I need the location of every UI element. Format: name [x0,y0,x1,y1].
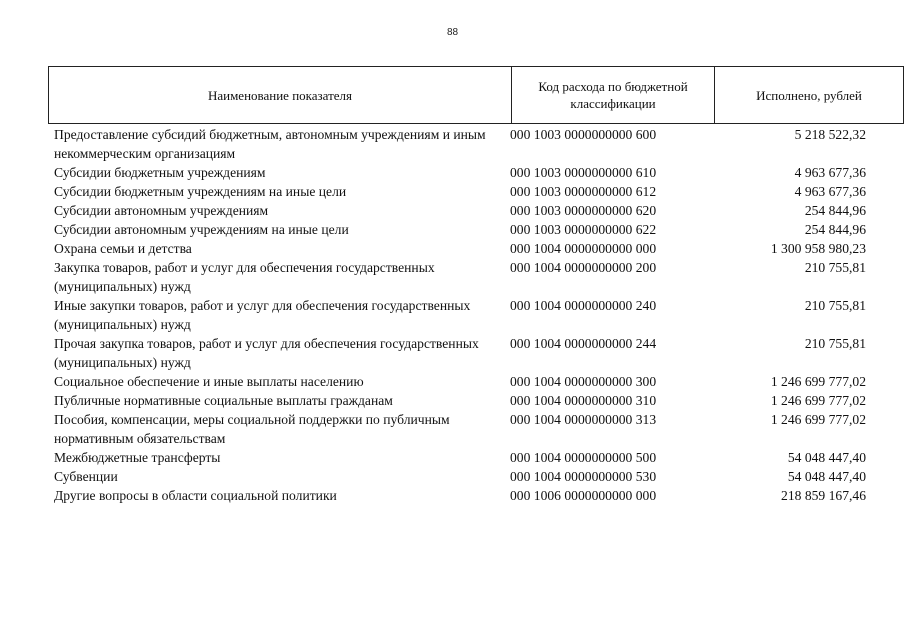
row-name: Прочая закупка товаров, работ и услуг для обеспечения государственных (муниципальных) нужд [54,336,479,370]
row-amount: 54 048 447,40 [787,469,866,484]
row-name: Субсидии бюджетным учреждениям на иные цели [54,184,347,199]
table-row [54,467,866,486]
table-row [54,125,866,163]
row-amount: 254 844,96 [804,222,866,237]
row-amount: 1 246 699 777,02 [770,412,866,427]
row-amount: 1 246 699 777,02 [770,374,866,389]
header-amount-cell: Исполнено, рублей [715,67,904,124]
row-amount: 254 844,96 [804,203,866,218]
row-code: 000 1003 0000000000 612 [510,184,657,199]
table-row [54,220,866,239]
table-row [54,391,866,410]
row-name: Субсидии автономным учреждениям [54,203,269,218]
row-code: 000 1003 0000000000 600 [510,127,657,142]
row-amount: 1 300 958 980,23 [770,241,866,256]
table-row [54,182,866,201]
row-name: Субсидии бюджетным учреждениям [54,165,266,180]
table-row [54,410,866,448]
row-name: Пособия, компенсации, меры социальной поддержки по публичным нормативным обязательствам [54,412,450,446]
row-name: Закупка товаров, работ и услуг для обеспечения государственных (муниципальных) нужд [54,260,435,294]
row-code: 000 1004 0000000000 313 [510,412,657,427]
row-amount: 4 963 677,36 [794,184,866,199]
row-amount: 210 755,81 [804,336,866,351]
row-code: 000 1004 0000000000 300 [510,374,657,389]
row-code: 000 1004 0000000000 500 [510,450,657,465]
table-header [48,66,904,124]
row-code: 000 1003 0000000000 620 [510,203,657,218]
row-code: 000 1004 0000000000 240 [510,298,657,313]
row-amount: 4 963 677,36 [794,165,866,180]
row-code: 000 1004 0000000000 310 [510,393,657,408]
row-name: Охрана семьи и детства [54,241,192,256]
row-code: 000 1004 0000000000 000 [510,241,657,256]
row-name: Субвенции [54,469,118,484]
row-name: Другие вопросы в области социальной политики [54,488,337,503]
row-name: Социальное обеспечение и иные выплаты населению [54,374,364,389]
header-name-cell: Наименование показателя [49,67,512,124]
row-name: Иные закупки товаров, работ и услуг для обеспечения государственных (муниципальных) нужд [54,298,471,332]
row-amount: 210 755,81 [804,260,866,275]
row-code: 000 1003 0000000000 610 [510,165,657,180]
page-number: 88 [446,27,459,38]
table-row [54,163,866,182]
table-row [54,239,866,258]
header-code-cell: Код расхода по бюджетной классификации [512,67,715,124]
header-row [49,67,904,124]
row-code: 000 1004 0000000000 200 [510,260,657,275]
row-code: 000 1003 0000000000 622 [510,222,657,237]
row-amount: 54 048 447,40 [787,450,866,465]
row-code: 000 1004 0000000000 530 [510,469,657,484]
table-row [54,372,866,391]
table-row [54,258,866,296]
table-row [54,334,866,372]
table-body [54,125,866,505]
table-row [54,486,866,505]
row-amount: 210 755,81 [804,298,866,313]
row-amount: 5 218 522,32 [794,127,866,142]
table-row [54,201,866,220]
row-name: Предоставление субсидий бюджетным, автономным учреждениям и иным некоммерческим организациям [54,127,486,161]
row-code: 000 1006 0000000000 000 [510,488,657,503]
table-row [54,448,866,467]
row-code: 000 1004 0000000000 244 [510,336,657,351]
row-name: Межбюджетные трансферты [54,450,221,465]
row-amount: 1 246 699 777,02 [770,393,866,408]
row-name: Публичные нормативные социальные выплаты гражданам [54,393,393,408]
row-amount: 218 859 167,46 [781,488,866,503]
row-name: Субсидии автономным учреждениям на иные цели [54,222,349,237]
table-row [54,296,866,334]
